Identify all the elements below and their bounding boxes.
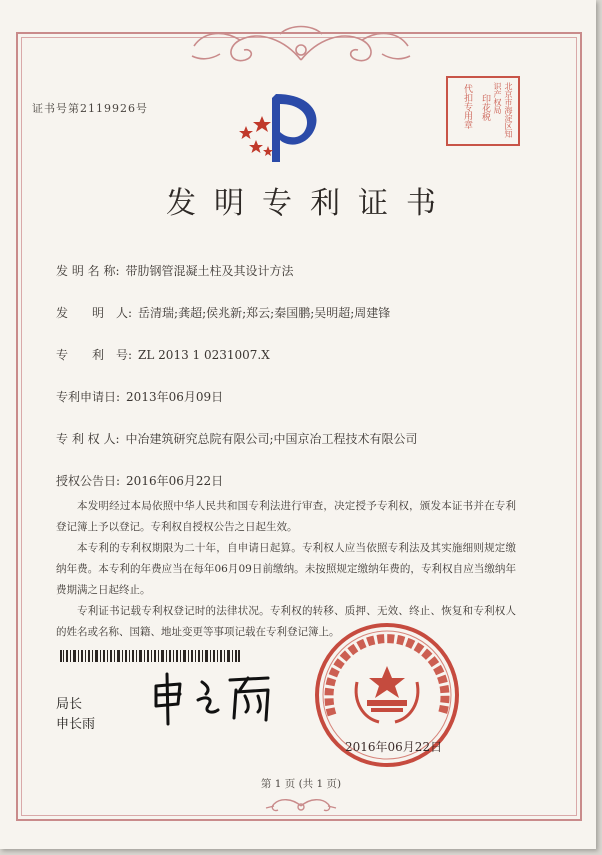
director-name: 申长雨 xyxy=(56,717,96,732)
inventor-row xyxy=(56,304,390,321)
filing-date-value: 2013年06月09日 xyxy=(126,390,224,404)
grant-date-label: 授权公告日: xyxy=(56,474,121,488)
patentee-value: 中冶建筑研究总院有限公司;中国京冶工程技术有限公司 xyxy=(125,432,418,446)
tax-stamp xyxy=(446,76,520,146)
body-paragraph-1: 本发明经过本局依照中华人民共和国专利法进行审查，决定授予专利权，颁发本证书并在专利登记簿上予以登记。专利权自授权公告之日起生效。 xyxy=(56,500,516,533)
director-signature xyxy=(150,668,280,728)
inventor-label: 发 明 人: xyxy=(56,306,133,320)
director-title: 局长 xyxy=(56,697,83,712)
seal-date: 2016年06月22日 xyxy=(345,740,443,754)
invention-name-label: 发 明 名 称: xyxy=(56,264,120,278)
body-paragraph-2: 本专利的专利权期限为二十年，自申请日起算。专利权人应当依照专利法及其实施细则规定缴纳年费。本专利的年费应当在每年06月09日前缴纳。未按照规定缴纳年费的，专利权自应当缴纳年费期满之日起终止。 xyxy=(56,542,516,596)
grant-date-value: 2016年06月22日 xyxy=(126,474,224,488)
invention-name-row xyxy=(56,262,294,279)
filing-date-row xyxy=(56,388,223,405)
filing-date-label: 专利申请日: xyxy=(56,390,121,404)
bottom-ornament-icon xyxy=(262,796,340,816)
patent-office-logo-icon xyxy=(232,88,332,168)
tax-stamp-line2: 印花税 xyxy=(480,94,490,121)
inventor-value: 岳清瑞;龚超;侯兆新;郑云;秦国鹏;吴明超;周建锋 xyxy=(138,306,391,320)
tax-stamp-line1: 北京市海淀区知识产权局 xyxy=(493,82,513,138)
patentee-row xyxy=(56,430,418,447)
patentee-label: 专 利 权 人: xyxy=(56,432,120,446)
top-ornament-icon xyxy=(190,20,412,74)
grant-date-row xyxy=(56,472,223,489)
barcode-icon xyxy=(60,650,240,662)
patent-number-value: ZL 2013 1 0231007.X xyxy=(138,348,270,362)
body-paragraph-3: 专利证书记载专利权登记时的法律状况。专利权的转移、质押、无效、终止、恢复和专利权人的姓名或名称、国籍、地址变更等事项记载在专利登记簿上。 xyxy=(56,605,516,638)
page-title: 发明专利证书 xyxy=(166,186,454,221)
patent-number-row xyxy=(56,346,270,363)
tax-stamp-line3: 代扣专用章 xyxy=(462,84,472,129)
certificate-number: 证书号第2119926号 xyxy=(32,102,148,115)
invention-name-value: 带肋钢管混凝土柱及其设计方法 xyxy=(125,264,294,278)
page-number: 第 1 页 (共 1 页) xyxy=(260,778,342,790)
patent-number-label: 专 利 号: xyxy=(56,348,133,362)
